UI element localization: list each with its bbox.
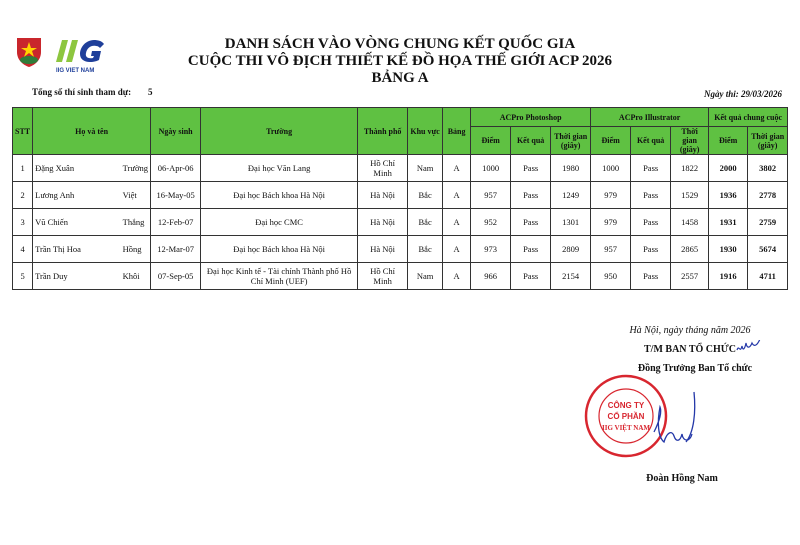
cell-dob: 12-Feb-07 bbox=[151, 209, 201, 236]
header-ps-score: Điểm bbox=[471, 127, 511, 155]
cell-ps-result: Pass bbox=[511, 236, 551, 263]
cell-final-score: 2000 bbox=[709, 155, 748, 182]
cell-ps-score: 973 bbox=[471, 236, 511, 263]
cell-final-score: 1936 bbox=[709, 182, 748, 209]
cell-first: Vũ Chiến bbox=[33, 209, 121, 236]
document-title bbox=[0, 36, 800, 87]
total-value: 5 bbox=[148, 87, 153, 97]
results-table bbox=[12, 107, 788, 290]
cell-final-time: 5674 bbox=[748, 236, 788, 263]
header-ai-score: Điểm bbox=[591, 127, 631, 155]
header-dob: Ngày sinh bbox=[151, 108, 201, 155]
cell-dob: 07-Sep-05 bbox=[151, 263, 201, 290]
cell-stt: 4 bbox=[13, 236, 33, 263]
cell-stt: 3 bbox=[13, 209, 33, 236]
table-row bbox=[13, 263, 788, 290]
cell-first: Đặng Xuân bbox=[33, 155, 121, 182]
cell-last: Thắng bbox=[121, 209, 151, 236]
header-final-time: Thời gian (giây) bbox=[748, 127, 788, 155]
cell-ps-result: Pass bbox=[511, 182, 551, 209]
cell-final-time: 2778 bbox=[748, 182, 788, 209]
cell-stt: 2 bbox=[13, 182, 33, 209]
title-line-1: DANH SÁCH VÀO VÒNG CHUNG KẾT QUỐC GIA bbox=[224, 36, 576, 52]
cell-ai-score: 950 bbox=[591, 263, 631, 290]
cell-region: Bắc bbox=[408, 182, 443, 209]
cell-school: Đại học Kinh tế - Tài chính Thành phố Hồ Chí Minh (UEF) bbox=[201, 263, 358, 290]
header-ps-time: Thời gian (giây) bbox=[551, 127, 591, 155]
cell-ps-time: 2809 bbox=[551, 236, 591, 263]
title-line-2: CUỘC THI VÔ ĐỊCH THIẾT KẾ ĐỒ HỌA THẾ GIỚI ACP 2026 bbox=[187, 53, 613, 69]
cell-group: A bbox=[443, 182, 471, 209]
cell-city: Hà Nội bbox=[358, 209, 408, 236]
exam-date: Ngày thi: 29/03/2026 bbox=[704, 89, 782, 99]
cell-last: Trường bbox=[121, 155, 151, 182]
header-stt: STT bbox=[13, 108, 33, 155]
cell-final-score: 1931 bbox=[709, 209, 748, 236]
cell-group: A bbox=[443, 236, 471, 263]
total-label: Tổng số thí sinh tham dự: bbox=[32, 87, 132, 97]
cell-group: A bbox=[443, 263, 471, 290]
table-row bbox=[13, 182, 788, 209]
cell-region: Nam bbox=[408, 155, 443, 182]
table-row bbox=[13, 209, 788, 236]
cell-ai-time: 1529 bbox=[671, 182, 709, 209]
cell-ai-score: 957 bbox=[591, 236, 631, 263]
cell-final-score: 1930 bbox=[709, 236, 748, 263]
svg-text:CÔNG TY: CÔNG TY bbox=[607, 401, 645, 410]
svg-text:CỔ PHẦN: CỔ PHẦN bbox=[607, 412, 645, 421]
signer-name: Đoàn Hồng Nam bbox=[646, 473, 718, 484]
cell-final-time: 3802 bbox=[748, 155, 788, 182]
header-illustrator: ACPro Illustrator bbox=[591, 108, 709, 127]
cell-ps-result: Pass bbox=[511, 263, 551, 290]
cell-ai-result: Pass bbox=[631, 263, 671, 290]
header-group: Bảng bbox=[443, 108, 471, 155]
cell-ai-score: 979 bbox=[591, 209, 631, 236]
cell-first: Trần Duy bbox=[33, 263, 121, 290]
cell-ai-result: Pass bbox=[631, 236, 671, 263]
cell-first: Trần Thị Hoa bbox=[33, 236, 121, 263]
initials-signature bbox=[735, 340, 763, 354]
cell-city: Hồ Chí Minh bbox=[358, 263, 408, 290]
cell-ps-score: 957 bbox=[471, 182, 511, 209]
iig-logo: IIG VIET NAM bbox=[56, 38, 106, 72]
place-date: Hà Nội, ngày tháng năm 2026 bbox=[629, 325, 751, 336]
cell-last: Hồng bbox=[121, 236, 151, 263]
cell-ai-result: Pass bbox=[631, 155, 671, 182]
cell-ps-result: Pass bbox=[511, 155, 551, 182]
header-name: Họ và tên bbox=[33, 108, 151, 155]
header-city: Thành phố bbox=[358, 108, 408, 155]
cell-group: A bbox=[443, 155, 471, 182]
cell-ai-score: 1000 bbox=[591, 155, 631, 182]
cell-first: Lương Anh bbox=[33, 182, 121, 209]
cell-school: Đại học CMC bbox=[201, 209, 358, 236]
cell-final-score: 1916 bbox=[709, 263, 748, 290]
cell-dob: 16-May-05 bbox=[151, 182, 201, 209]
company-stamp bbox=[584, 372, 704, 462]
cell-school: Đại học Bách khoa Hà Nội bbox=[201, 236, 358, 263]
cell-ps-time: 1301 bbox=[551, 209, 591, 236]
cell-stt: 1 bbox=[13, 155, 33, 182]
header-photoshop: ACPro Photoshop bbox=[471, 108, 591, 127]
cell-dob: 12-Mar-07 bbox=[151, 236, 201, 263]
cell-ps-result: Pass bbox=[511, 209, 551, 236]
cell-ps-score: 966 bbox=[471, 263, 511, 290]
cell-ps-time: 1249 bbox=[551, 182, 591, 209]
header-school: Trường bbox=[201, 108, 358, 155]
cell-final-time: 2759 bbox=[748, 209, 788, 236]
cell-ai-time: 1458 bbox=[671, 209, 709, 236]
cell-ps-score: 952 bbox=[471, 209, 511, 236]
header-ps-result: Kết quả bbox=[511, 127, 551, 155]
title-line-3: BẢNG A bbox=[371, 70, 429, 86]
org-title: T/M BAN TỔ CHỨC bbox=[644, 344, 736, 355]
cell-ps-score: 1000 bbox=[471, 155, 511, 182]
cell-dob: 06-Apr-06 bbox=[151, 155, 201, 182]
cell-last: Việt bbox=[121, 182, 151, 209]
cell-ai-time: 1822 bbox=[671, 155, 709, 182]
cell-school: Đại học Văn Lang bbox=[201, 155, 358, 182]
cell-ai-time: 2557 bbox=[671, 263, 709, 290]
cell-ps-time: 1980 bbox=[551, 155, 591, 182]
cell-region: Nam bbox=[408, 263, 443, 290]
cell-group: A bbox=[443, 209, 471, 236]
cell-city: Hồ Chí Minh bbox=[358, 155, 408, 182]
cell-last: Khôi bbox=[121, 263, 151, 290]
cell-region: Bắc bbox=[408, 209, 443, 236]
header-ai-result: Kết quả bbox=[631, 127, 671, 155]
cell-ai-score: 979 bbox=[591, 182, 631, 209]
cell-city: Hà Nội bbox=[358, 236, 408, 263]
cell-ps-time: 2154 bbox=[551, 263, 591, 290]
cell-ai-result: Pass bbox=[631, 182, 671, 209]
header-ai-time: Thời gian (giây) bbox=[671, 127, 709, 155]
table-row bbox=[13, 236, 788, 263]
cell-city: Hà Nội bbox=[358, 182, 408, 209]
signer-role: Đồng Trưởng Ban Tổ chức bbox=[637, 363, 753, 374]
cell-school: Đại học Bách khoa Hà Nội bbox=[201, 182, 358, 209]
header-final-score: Điểm bbox=[709, 127, 748, 155]
header-region: Khu vực bbox=[408, 108, 443, 155]
cell-stt: 5 bbox=[13, 263, 33, 290]
cell-region: Bắc bbox=[408, 236, 443, 263]
svg-text:IIG VIỆT NAM: IIG VIỆT NAM bbox=[602, 424, 650, 432]
cell-ai-time: 2865 bbox=[671, 236, 709, 263]
cell-ai-result: Pass bbox=[631, 209, 671, 236]
cell-final-time: 4711 bbox=[748, 263, 788, 290]
table-row bbox=[13, 155, 788, 182]
header-final: Kết quả chung cuộc bbox=[709, 108, 788, 127]
